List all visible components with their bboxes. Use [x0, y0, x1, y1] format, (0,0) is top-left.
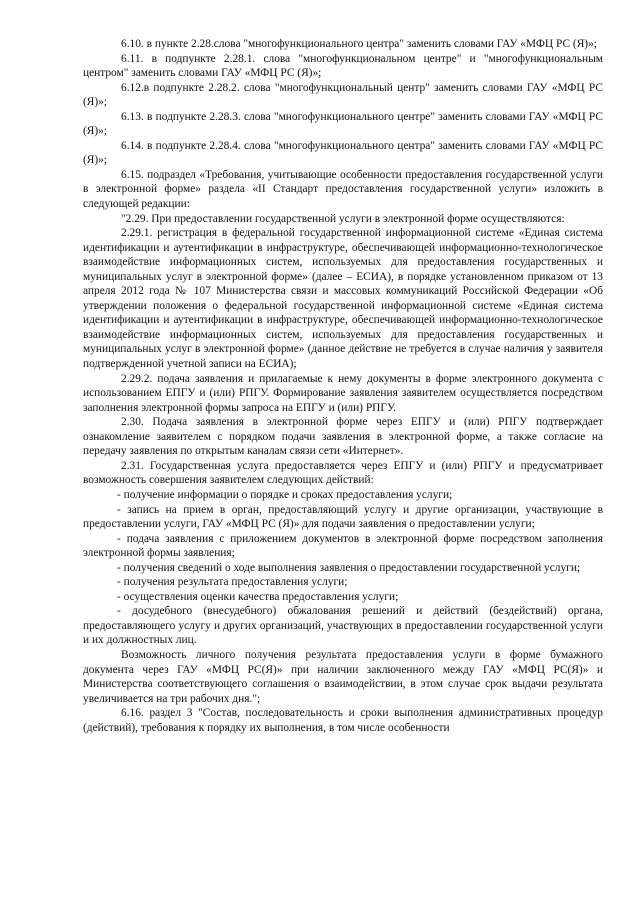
- list-item: - досудебного (внесудебного) обжалования решений и действий (бездействий) органа, предоставляющего услугу и других организаций, участвующих в предоставлении государственной услуги и их должностных лиц.: [83, 605, 603, 647]
- paragraph-2-29-2: 2.29.2. подача заявления и прилагаемые к нему документы в форме электронного документа с использованием ЕПГУ и (или) РПГУ. Формирование заявления заявителем осуществляется посредством заполнения электронной формы запроса на ЕПГУ и (или) РПГУ.: [83, 372, 603, 414]
- paragraph-6-14: 6.14. в подпункте 2.28.4. слова "многофункционального центра" заменить словами ГАУ «МФЦ РС (Я)»;: [83, 139, 603, 167]
- list-item: - осуществления оценки качества предоставления услуги;: [117, 590, 399, 603]
- paragraph-6-12: 6.12.в подпункте 2.28.2. слова "многофункциональный центр" заменить словами ГАУ «МФЦ РС (Я)»;: [83, 81, 603, 109]
- paragraph-2-31: 2.31. Государственная услуга предоставляется через ЕПГУ и (или) РПГУ и предусматривает возможность совершения заявителем следующих действий:: [83, 459, 603, 487]
- document-page: [83, 37, 603, 735]
- list-item: - подача заявления с приложением документов в электронной форме посредством заполнения электронной формы заявления;: [83, 532, 603, 560]
- paragraph-2-29-1: 2.29.1. регистрация в федеральной государственной информационной системе «Единая система идентификации и аутентификации в инфраструктуре, обеспечивающей информационно-технологическое взаимодействие информационных систем, используемых для предоставления государственных и муниципальных услуг в электронной форме» (далее – ЕСИА), в порядке установленном приказом от 13 апреля 2012 года № 107 Министерства связи и массовых коммуникаций Российской Федерации «Об утверждении положения о федеральной государственной информационной системе «Единая система идентификации и аутентификации в инфраструктуре, обеспечивающей информационно-технологическое взаимодействие информационных систем, используемых для предоставления государственных и муниципальных услуг в электронной форме» (данное действие не требуется в случае наличия у заявителя подтвержденной учетной записи на ЕСИА);: [83, 227, 603, 371]
- list-item: - запись на прием в орган, предоставляющий услугу и другие организации, участвующие в предоставлении услуги, ГАУ «МФЦ РС (Я)» для подачи заявления о предоставлении услуги;: [83, 503, 603, 531]
- list-item: - получения сведений о ходе выполнения заявления о предоставлении государственной услуги;: [117, 561, 581, 574]
- paragraph-6-13: 6.13. в подпункте 2.28.3. слова "многофункционального центре" заменить словами ГАУ «МФЦ РС (Я)»;: [83, 110, 603, 138]
- paragraph-personal-receipt: Возможность личного получения результата предоставления услуги в форме бумажного документа через ГАУ «МФЦ РС(Я)» при наличии заключенного между ГАУ «МФЦ РС(Я)» и Министерства соответствующего соглашения о взаимодействии, в этом случае срок выдачи результата увеличивается на три рабочих дня.";: [83, 648, 603, 705]
- list-item: - получения результата предоставления услуги;: [117, 576, 348, 589]
- paragraph-2-29: "2.29. При предоставлении государственной услуги в электронной форме осуществляются:: [121, 212, 565, 225]
- list-item: - получение информации о порядке и сроках предоставления услуги;: [117, 488, 453, 501]
- paragraph-2-30: 2.30. Подача заявления в электронной форме через ЕПГУ и (или) РПГУ подтверждает ознакомление заявителем с порядком подачи заявления в электронной форме, а также согласие на передачу заявления по открытым каналам связи сети «Интернет».: [83, 416, 603, 458]
- paragraph-6-15: 6.15. подраздел «Требования, учитывающие особенности предоставления государственной услуги в электронной форме» раздела «II Стандарт предоставления государственной услуги» изложить в следующей редакции:: [83, 168, 603, 211]
- paragraph-6-10: 6.10. в пункте 2.28.слова "многофункционального центра" заменить словами ГАУ «МФЦ РС (Я)»;: [121, 38, 597, 50]
- paragraph-6-16: 6.16. раздел 3 "Состав, последовательность и сроки выполнения административных процедур (действий), требования к порядку их выполнения, в том числе особенности: [83, 707, 603, 734]
- paragraph-6-11: 6.11. в подпункте 2.28.1. слова "многофункциональном центре" и "многофункциональным центром" заменить словами ГАУ «МФЦ РС (Я)»;: [83, 52, 603, 80]
